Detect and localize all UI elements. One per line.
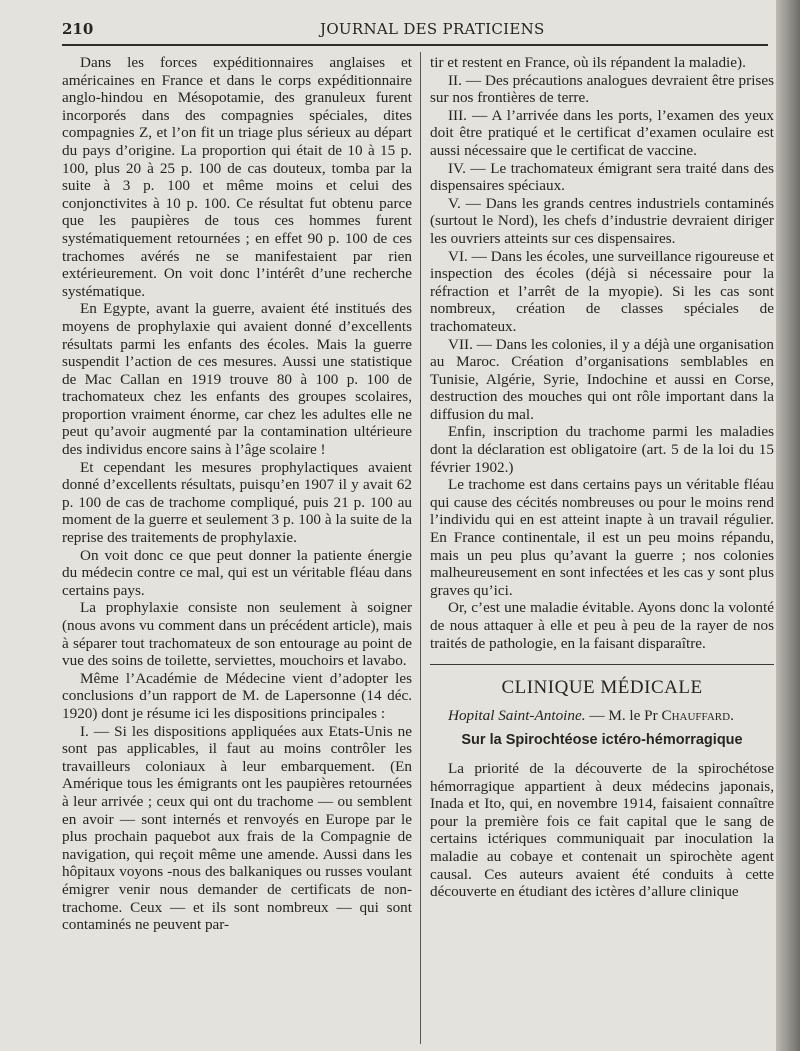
page-number: 210 bbox=[62, 20, 94, 38]
paragraph: tir et restent en France, où ils répandent la maladie). bbox=[430, 54, 746, 71]
paragraph: La prophylaxie consiste non seulement à soigner (nous avons vu comment dans un précédent article), mais à séparer tout trachomateux de son entourage au point de vue des soins de toilette, serviettes, mouchoirs et lavabo. bbox=[62, 599, 412, 670]
article-title: Sur la Spirochtéose ictéro-hémorragique bbox=[461, 732, 743, 749]
paragraph: II. — Des précautions analogues devraient être prises sur nos frontières de terre. bbox=[430, 71, 774, 107]
paragraph: VI. — Dans les écoles, une surveillance rigoureuse et inspection des écoles (déjà si nécessaire pour la réfraction et l’arrêt de la myopie). Si les cas sont nombreux, création de classes spéciales de trachomateux. bbox=[430, 247, 774, 335]
paragraph: En Egypte, avant la guerre, avaient été institués des moyens de prophylaxie qui avaient donné d’excellents résultats parmi les enfants des écoles. Mais la guerre suspendit l’action de ces mesures. Aussi une statistique de Mac Callan en 1919 trouve 80 à 100 p. 100 de trachomateux chez les enfants des groupes scolaires, proportion vraiment énorme, car chez les adultes elle ne peut qu’avoir augmenté par la contamination ultérieure des individus encore sains à l’âge scolaire ! bbox=[62, 300, 412, 459]
paragraph: I. — Si les dispositions appliquées aux Etats-Unis ne sont pas applicables, il faut au moins contrôler les travailleurs coloniaux à leur embarquement. (En Amérique tous les émigrants ont les paupières retournées à leur arrivée ; ceux qui ont du trachome — ou semblent en avoir — sont internés et renvoyés en Europe par le plus prochain paquebot aux frais de la Compagnie de navigation, qui reçoit même une amende. Aussi dans les hôpitaux voyons -nous des balkaniques ou russes voulant émigrer venir nous demander de certificats de non-trachome. Ceux — et ils sont nombreux — qui sont contaminés ne peuvent par- bbox=[62, 722, 412, 934]
paragraph: Enfin, inscription du trachome parmi les maladies dont la déclaration est obligatoire (art. 5 de la loi du 15 février 1902.) bbox=[430, 423, 774, 476]
author-name: Chauffard. bbox=[661, 706, 734, 724]
right-column bbox=[430, 54, 774, 901]
left-column bbox=[62, 54, 412, 934]
binding-shadow bbox=[776, 0, 800, 1051]
paragraph: La priorité de la découverte de la spirochétose hémorragique appartient à deux médecins japonais, Inada et Ito, qui, en novembre 1914, faisaient connaître pour la première fois ce fait capital que le sang de certains ictériques communiquait par inoculation la maladie au cobaye et contenait un spirochète agent causal. Ces auteurs avaient été conduits à cette découverte en étudiant des ictères d’allure clinique bbox=[430, 759, 774, 901]
paragraph: IV. — Le trachomateux émigrant sera traité dans des dispensaires spéciaux. bbox=[430, 159, 774, 195]
hospital-line bbox=[430, 707, 774, 725]
paragraph: VII. — Dans les colonies, il y a déjà une organisation au Maroc. Création d’organisations semblables en Tunisie, Algérie, Syrie, Indochine et aussi en Corse, destruction des mouches qui ont rôle important dans la diffusion du mal. bbox=[430, 335, 774, 423]
paragraph: V. — Dans les grands centres industriels contaminés (surtout le Nord), les chefs d’industrie devraient diriger les ouvriers atteints sur ces dispensaires. bbox=[430, 194, 774, 247]
paragraph: Or, c’est une maladie évitable. Ayons donc la volonté de nous attaquer à elle et peu à peu de la rayer de nos traités de pathologie, en la faisant disparaître. bbox=[430, 599, 774, 652]
hospital-name: Hopital Saint-Antoine. bbox=[448, 706, 586, 724]
paragraph: Et cependant les mesures prophylactiques avaient donné d’excellents résultats, puisqu’en 1907 il y avait 62 p. 100 de cas de trachome compliqué, puis 21 p. 100 au moment de la guerre et seulement 3 p. 100 à la suite de la reprise des traitements de prophylaxie. bbox=[62, 458, 412, 547]
paragraph: Même l’Académie de Médecine vient d’adopter les conclusions d’un rapport de M. de Lapersonne (14 déc. 1920) dont je résume ici les dispositions principales : bbox=[62, 669, 412, 722]
paragraph: Le trachome est dans certains pays un véritable fléau qui cause des cécités nombreuses ou pour le moins rend l’individu qui en est atteint inapte à un travail régulier. En France continentale, il est un peu moins répandu, mais un peu plus qu’avant la guerre ; nos colonies malheureusement en sont infectées et les cas y sont plus graves qu’ici. bbox=[430, 476, 774, 599]
paragraph: III. — A l’arrivée dans les ports, l’examen des yeux doit être pratiqué et le certificat d’examen oculaire est aussi nécessaire que le certificat de vaccine. bbox=[430, 106, 774, 159]
page-header bbox=[62, 18, 768, 46]
author-prefix: — M. le Pr bbox=[585, 706, 662, 724]
paragraph: Dans les forces expéditionnaires anglaises et américaines en France et dans le corps expéditionnaire anglo-hindou en Mésopotamie, des granuleux furent incorporés dans des compagnies spéciales, dites compagnies Z, et l’on fit un triage plus sérieux au départ du pays d’origine. La proportion qui était de 10 à 15 p. 100, plus 20 à 25 p. 100 de cas douteux, tomba par la suite à 3 p. 100 et même moins et celui des conjonctivites à 10 p. 100. Ce résultat fut obtenu parce que les paupières de tous ces hommes furent systématiquement retournées ; en effet 90 p. 100 de ces trachomes avérés ne se manifestaient par rien extérieurement. On voit donc l’intérêt d’une recherche systématique. bbox=[62, 54, 412, 300]
section-title: CLINIQUE MÉDICALE bbox=[430, 664, 774, 697]
journal-title: JOURNAL DES PRATICIENS bbox=[320, 20, 545, 38]
paragraph: On voit donc ce que peut donner la patiente énergie du médecin contre ce mal, qui est un véritable fléau dans certains pays. bbox=[62, 546, 412, 599]
column-divider bbox=[420, 52, 421, 1044]
